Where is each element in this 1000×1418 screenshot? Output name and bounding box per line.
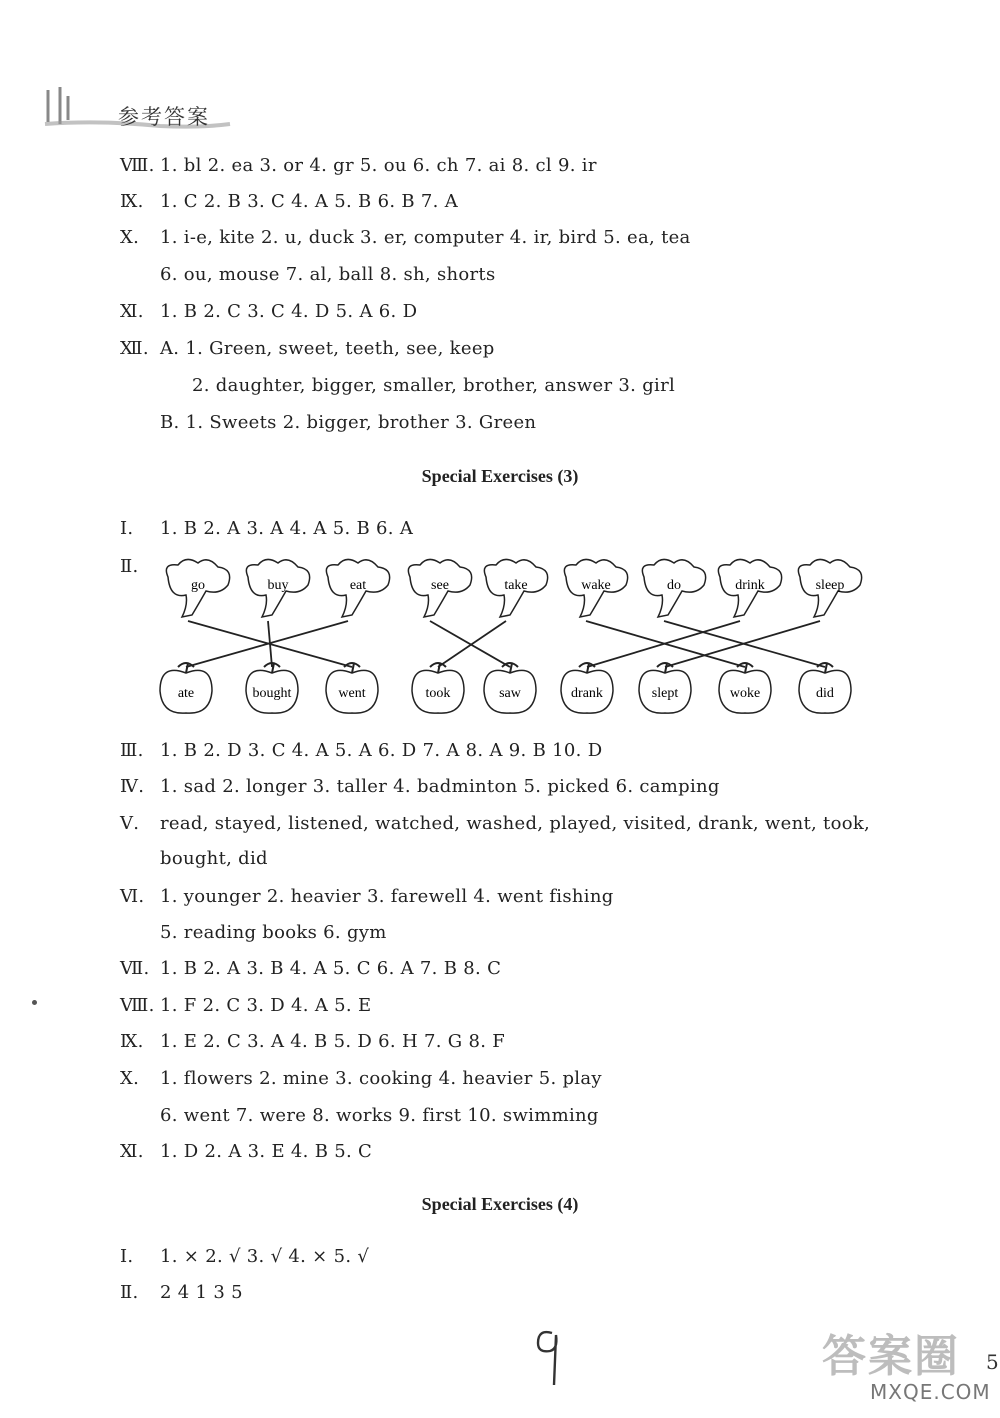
verb-label: do xyxy=(667,578,681,593)
past-label: did xyxy=(816,686,834,701)
matching-label: Ⅱ. xyxy=(120,556,139,577)
tree-icon xyxy=(408,559,471,617)
past-label: saw xyxy=(499,686,521,701)
apple-icon xyxy=(326,663,378,713)
apple-icon xyxy=(639,663,691,713)
tree-icon xyxy=(798,559,861,617)
handwritten-mark-icon xyxy=(530,1325,570,1395)
verb-label: go xyxy=(191,578,205,593)
apple-icon xyxy=(799,663,851,713)
answer-line: Ⅵ. 1. younger 2. heavier 3. farewell 4. went fishing xyxy=(120,886,614,907)
apple-icon xyxy=(412,663,464,713)
answer-line: Ⅰ. 1. × 2. √ 3. √ 4. × 5. √ xyxy=(120,1246,370,1267)
past-label: bought xyxy=(252,686,292,701)
verb-label: drink xyxy=(735,578,765,593)
past-label: drank xyxy=(571,686,603,701)
tree-icon xyxy=(484,559,547,617)
answer-line: Ⅴ. read, stayed, listened, watched, washed, played, visited, drank, went, took, xyxy=(120,813,871,834)
answer-line: Ⅸ. 1. C 2. B 3. C 4. A 5. B 6. B 7. A xyxy=(120,191,459,212)
tree-icon xyxy=(564,559,627,617)
apple-icon xyxy=(160,663,212,713)
verb-label: buy xyxy=(267,578,289,593)
answer-line: Ⅷ. 1. F 2. C 3. D 4. A 5. E xyxy=(120,995,372,1016)
past-label: woke xyxy=(729,686,761,701)
verb-label: take xyxy=(504,578,528,593)
answer-line: Ⅹ. 1. flowers 2. mine 3. cooking 4. heavier 5. play xyxy=(120,1068,602,1089)
section-title-3: Special Exercises (3) xyxy=(421,466,579,486)
answer-line: bought, did xyxy=(160,848,268,869)
apple-icon xyxy=(484,663,536,713)
section-title-4: Special Exercises (4) xyxy=(421,1194,579,1214)
past-label: took xyxy=(425,686,451,701)
match-line xyxy=(438,621,506,667)
header-title: 参考答案 xyxy=(118,105,210,129)
page-number: 5 xyxy=(986,1350,999,1374)
stray-dot xyxy=(32,1000,37,1005)
tree-icon xyxy=(718,559,781,617)
answer-line: 5. reading books 6. gym xyxy=(160,922,387,943)
verb-label: eat xyxy=(349,578,367,593)
answer-line: 2. daughter, bigger, smaller, brother, answer 3. girl xyxy=(192,375,676,396)
watermark-url: MXQE.COM xyxy=(870,1380,991,1404)
answer-line: Ⅱ. 2 4 1 3 5 xyxy=(120,1282,243,1303)
verb-label: see xyxy=(431,578,449,593)
past-label: ate xyxy=(177,686,195,701)
answer-line: 6. went 7. were 8. works 9. first 10. swimming xyxy=(160,1105,599,1126)
verb-label: wake xyxy=(581,578,611,593)
past-label: went xyxy=(338,686,366,701)
apple-icon xyxy=(561,663,613,713)
answer-line: Ⅻ. A. 1. Green, sweet, teeth, see, keep xyxy=(120,338,495,359)
answer-line: 6. ou, mouse 7. al, ball 8. sh, shorts xyxy=(160,264,496,285)
answer-line: Ⅳ. 1. sad 2. longer 3. taller 4. badminton 5. picked 6. camping xyxy=(120,776,720,797)
answer-line: B. 1. Sweets 2. bigger, brother 3. Green xyxy=(160,412,537,433)
apple-icon xyxy=(719,663,771,713)
verb-label: sleep xyxy=(815,578,845,593)
answer-line: Ⅷ. 1. bl 2. ea 3. or 4. gr 5. ou 6. ch 7. ai 8. cl 9. ir xyxy=(120,155,597,176)
tree-icon xyxy=(246,559,309,617)
answer-line: Ⅺ. 1. D 2. A 3. E 4. B 5. C xyxy=(120,1141,373,1162)
answer-line: Ⅺ. 1. B 2. C 3. C 4. D 5. A 6. D xyxy=(120,301,418,322)
apple-icon xyxy=(246,663,298,713)
answer-line: Ⅰ. 1. B 2. A 3. A 4. A 5. B 6. A xyxy=(120,518,414,539)
past-label: slept xyxy=(651,686,679,701)
tree-icon xyxy=(642,559,705,617)
tree-icon xyxy=(166,559,229,617)
answer-line: Ⅹ. 1. i-e, kite 2. u, duck 3. er, computer 4. ir, bird 5. ea, tea xyxy=(120,227,691,248)
answer-line: Ⅸ. 1. E 2. C 3. A 4. B 5. D 6. H 7. G 8. F xyxy=(120,1031,506,1052)
answer-line: Ⅶ. 1. B 2. A 3. B 4. A 5. C 6. A 7. B 8. C xyxy=(120,958,502,979)
watermark-logo: 答案圈 xyxy=(822,1331,960,1382)
match-line xyxy=(430,621,510,667)
tree-icon xyxy=(326,559,389,617)
answer-line: Ⅲ. 1. B 2. D 3. C 4. A 5. A 6. D 7. A 8. A 9. B 10. D xyxy=(120,740,603,761)
matching-diagram xyxy=(120,555,890,730)
